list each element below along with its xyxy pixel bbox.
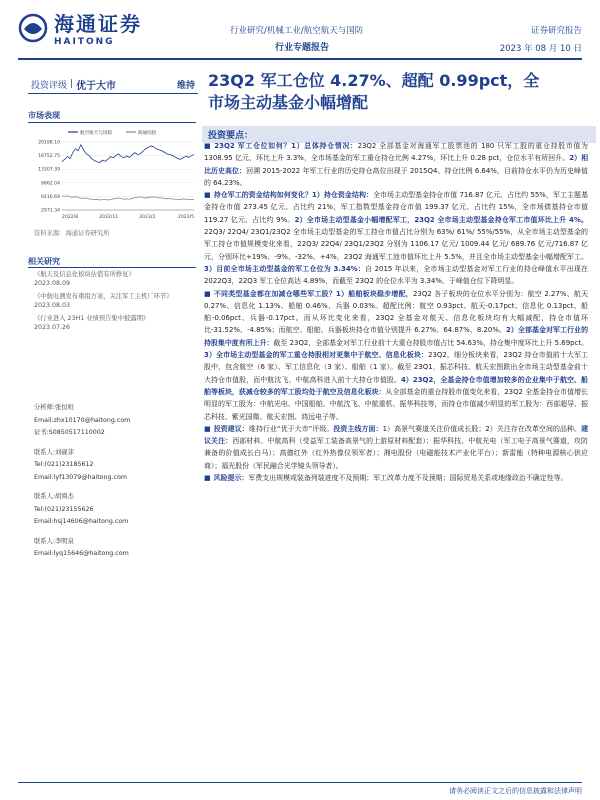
related-item-title[interactable]: 《航天及信息化板块估值有所修复》 xyxy=(34,271,135,278)
bullet-icon: ■ xyxy=(204,474,211,483)
market-chart xyxy=(28,126,198,226)
footer-disclaimer: 请务必阅读正文之后的信息披露和法律声明 xyxy=(449,787,582,795)
y-tick-label: 9862.04 xyxy=(41,181,60,187)
related-item-title[interactable]: 《中航电测发布重组方案，关注军工主机厂环节》 xyxy=(34,293,173,300)
header-categories: 行业研究/机械工业/航空航天与国防 xyxy=(230,26,364,36)
logo-name-en: HAITONG xyxy=(54,37,115,47)
analyst-block xyxy=(34,447,194,485)
related-list xyxy=(34,270,194,336)
logo xyxy=(18,8,142,47)
body-text: 西部材料、中航高科（受益军工装备高景气的上游原材料配套）；振华科技、中航光电（军工电子高景气赛道，攻防兼备的价值成长白马）；高德红外（红外热像仪领军者）；湘电股份（电磁能技术产业化平台）；新雷能（特种电源核心供应商）；福光股份（军民融合光学镜头领导者）。 xyxy=(204,437,588,470)
analyst-list xyxy=(34,402,194,568)
header-doc-type: 证券研究报告 xyxy=(530,26,582,36)
analyst-email[interactable]: Email:zhx10170@haitong.com xyxy=(34,416,131,424)
body-text: 1）高景气赛道关注价值成长股；2）关注存在改革空间的品种。 xyxy=(382,424,582,433)
analyst-tel: Tel:(021)23155626 xyxy=(34,505,94,513)
analyst-tel: Tel:(021)23185612 xyxy=(34,461,94,468)
y-tick-label: 6416.69 xyxy=(41,194,60,200)
body-text: 23Q2 各子板块的仓位水平分别为：航空 2.27%、航天 0.27%、信息化 1.13%、船舶 0.46%、兵器 0.03%。超配比例：航空 0.93pct、航天-0.17pct、信息化 0.13pct、船舶-0.06pct、兵器-0.17pct。而从环比变化来看，23Q2 全基金对航天、信息化板块均有大幅减配，持仓市值环比-31.52%、-4.85%；而航空、船舶、兵器板块持仓市值分别提升 6.27%、64.87%、8.20%。 xyxy=(204,289,589,335)
key-point-paragraph xyxy=(204,288,588,423)
legend-label: 航空航天与国防 xyxy=(80,131,113,136)
body-text: 军费支出规模或装备列装进度不及预期；军工改革力度不及预期；国际贸易关系或地缘政治不确定性等。 xyxy=(248,474,568,483)
market-source: 资料来源：海通证券研究所 xyxy=(34,230,110,237)
related-heading: 相关研究 xyxy=(28,257,60,266)
bold-phrase: 2）相比历史高位： xyxy=(204,154,589,175)
rating-label: 投资评级 xyxy=(31,80,68,91)
analyst-cert: 证书:S0850517110002 xyxy=(34,429,105,436)
analyst-block xyxy=(34,402,194,440)
bold-phrase: 2）全市场主动型基金小幅增配军工，23Q2 全市场主动型基金持仓军工市值环比上升 4%。 xyxy=(294,215,588,224)
related-item-date: 2023.08.09 xyxy=(34,280,71,287)
bullet-icon: ■ xyxy=(204,191,211,200)
rating-value: 优于大市 xyxy=(76,80,117,92)
body-text: 自 2015 年以来，全市场主动型基金对军工行业的持仓峰值水平出现在 2022Q3，22Q3 军工仓位高达 4.89%，而截至 23Q2 的仓位水平为 3.34%，于峰值仓位下降明显。 xyxy=(204,264,588,286)
series-line xyxy=(62,145,194,163)
x-tick-label: 2023/2 xyxy=(139,215,156,220)
bold-phrase: 投资建议： xyxy=(213,424,249,433)
bold-phrase: 持仓军工的资金结构如何变化？1）持仓资金结构： xyxy=(213,191,374,200)
bold-phrase: 4）23Q2，全基金持仓市值增加较多的企业集中于航空、船舶等板块，获减仓较多的军工股均处于航空及信息化板块： xyxy=(204,375,588,396)
bold-phrase: 23Q2 军工仓位如何？1）总体持仓情况： xyxy=(214,142,358,150)
report-title xyxy=(208,70,588,114)
y-tick-label: 2971.34 xyxy=(41,208,60,214)
header-report-type: 行业专题报告 xyxy=(275,43,330,53)
analyst-block xyxy=(34,491,194,529)
related-item-title[interactable]: 《行业进入 23H1 业绩预告集中披露期》 xyxy=(34,315,150,322)
key-points-heading: 投资要点： xyxy=(202,126,596,143)
logo-name-cn: 海通证券 xyxy=(54,12,142,36)
related-item-date: 2023.07.26 xyxy=(34,324,71,331)
bold-phrase: 风险提示： xyxy=(213,474,249,483)
bold-phrase: 不同类型基金都在加减仓哪些军工股？1）船舶板块稳步增配， xyxy=(213,289,413,298)
y-tick-label: 16752.75 xyxy=(38,154,60,160)
body-text: 全市场主动型基金持仓市值 716.87 亿元、占比约 55%，军工主题基金持仓市值 273.45 亿元、占比约 21%，军工指数型基金持仓市值 199.37 亿元、占比约 15%，全市场债基持仓市值 119.27 亿元、占比约 9%。 xyxy=(204,191,589,224)
bullet-icon: ■ xyxy=(204,142,212,150)
title-line-2: 市场主动基金小幅增配 xyxy=(208,93,369,112)
body-text: 23Q2，细分板块来看，23Q2 持仓市值前十大军工股中，包含航空（6 家）、军工信息化（3 家）、船舶（1 家）。截至 23Q1，振芯科技、航天宏图跌出全市场主动型基金前十大持仓市值股，而中航沈飞、中航高科进入前十大持仓市值股。 xyxy=(204,351,588,384)
analyst-role: 分析师:张恒晅 xyxy=(34,404,74,411)
bold-phrase: 3）全市场主动型基金的军工重仓持股相对更集中于航空、信息化板块： xyxy=(204,351,429,360)
y-tick-label: 20198.10 xyxy=(38,140,60,146)
body-text: 维持行业“优于大市”评级。 xyxy=(248,424,334,433)
analyst-email[interactable]: Email:lyq15646@haitong.com xyxy=(34,550,129,557)
y-tick-label: 13307.39 xyxy=(38,167,60,173)
bullet-icon: ■ xyxy=(204,289,211,298)
related-item-date: 2023.08.03 xyxy=(34,302,71,309)
header-rule xyxy=(18,58,582,60)
analyst-role: 联系人:刘砚菲 xyxy=(34,448,74,456)
body-text: 从全部基金的重仓持股市值变化来看，23Q2 全基金持仓市值增长明显的军工股为：中航光电、中国船舶、中航沈飞、中航重机、振华科技等，而持仓市值减少明显的军工股为：西部超导、振芯科技、紫光国微、航天宏图、鸿远电子等。 xyxy=(204,387,588,421)
analyst-block xyxy=(34,536,194,561)
logo-mark-icon xyxy=(18,13,48,43)
market-chart-svg xyxy=(28,126,198,222)
header-date: 2023 年 08 月 10 日 xyxy=(499,44,582,54)
x-tick-label: 2022/11 xyxy=(99,215,119,220)
analyst-role: 联系人:胡舜杰 xyxy=(34,493,74,500)
rating-status: 维持 xyxy=(176,80,195,91)
key-point-paragraph xyxy=(204,472,588,484)
body-text: 截至 23Q2，全部基金对军工行业前十大重仓持股市值占比 54.63%，持仓集中度环比上升 5.69pct。 xyxy=(273,338,589,347)
analyst-email[interactable]: Email:hsj14606@haitong.com xyxy=(34,518,129,525)
body-text: 22Q3/ 22Q4/ 23Q1/23Q2 全市场主动型基金的军工持仓市值占比分别为 63%/ 61%/ 55%/55%，从全市场主动型基金的军工持仓市值规模变化来看，22Q3/ 22Q4/ 23Q1/23Q2 分别为 1106.17 亿元/ 1009.44 亿元/ 689.76 亿元/716.87 亿元，分别环比+19%、-9%、-32%、+4%，23Q2 海通军工池市值环比上升 5.5%，并且全市场主动型基金小幅增配军工。 xyxy=(204,228,588,261)
key-point-paragraph xyxy=(204,423,588,472)
x-tick-label: 2023/5 xyxy=(177,215,195,220)
bold-phrase: 建议关注： xyxy=(204,424,588,446)
bold-phrase: 投资主线方面： xyxy=(333,424,383,433)
analyst-email[interactable]: Email:lyf13079@haitong.com xyxy=(34,473,127,481)
body-text: 回溯 2015-2022 年军工行业的历史持仓高位出现于 2015Q4、持仓比例 6.64%，目前持仓水平仍为历史峰值的 64.23%。 xyxy=(204,166,588,187)
market-heading: 市场表现 xyxy=(28,111,60,120)
key-points-body xyxy=(204,140,588,484)
bullet-icon: ■ xyxy=(204,424,211,433)
title-line-1: 23Q2 军工仓位 4.27%、超配 0.99pct，全 xyxy=(208,71,540,90)
bold-phrase: 3）目前全市场主动型基金的军工仓位为 3.34%： xyxy=(204,264,366,273)
bold-phrase: 2）全部基金对军工行业的持股集中度有所上升： xyxy=(204,326,589,347)
key-point-paragraph xyxy=(204,189,588,287)
rating-box: 投资评级 | 优于大市 维持 xyxy=(28,75,198,94)
legend-label: 海通综指 xyxy=(138,131,157,136)
body-text: 23Q2 全部基金对海通军工股票池的 180 只军工股的重仓持股市值为 1308.95 亿元，环比上升 3.3%，全市场基金的军工重仓持仓比例 4.27%，环比上升 0.28 pct，仓位水平有所回升。 xyxy=(204,142,588,163)
x-tick-label: 2022/8 xyxy=(61,215,79,220)
analyst-role: 联系人:李明泉 xyxy=(34,537,74,545)
key-point-paragraph xyxy=(204,140,588,189)
